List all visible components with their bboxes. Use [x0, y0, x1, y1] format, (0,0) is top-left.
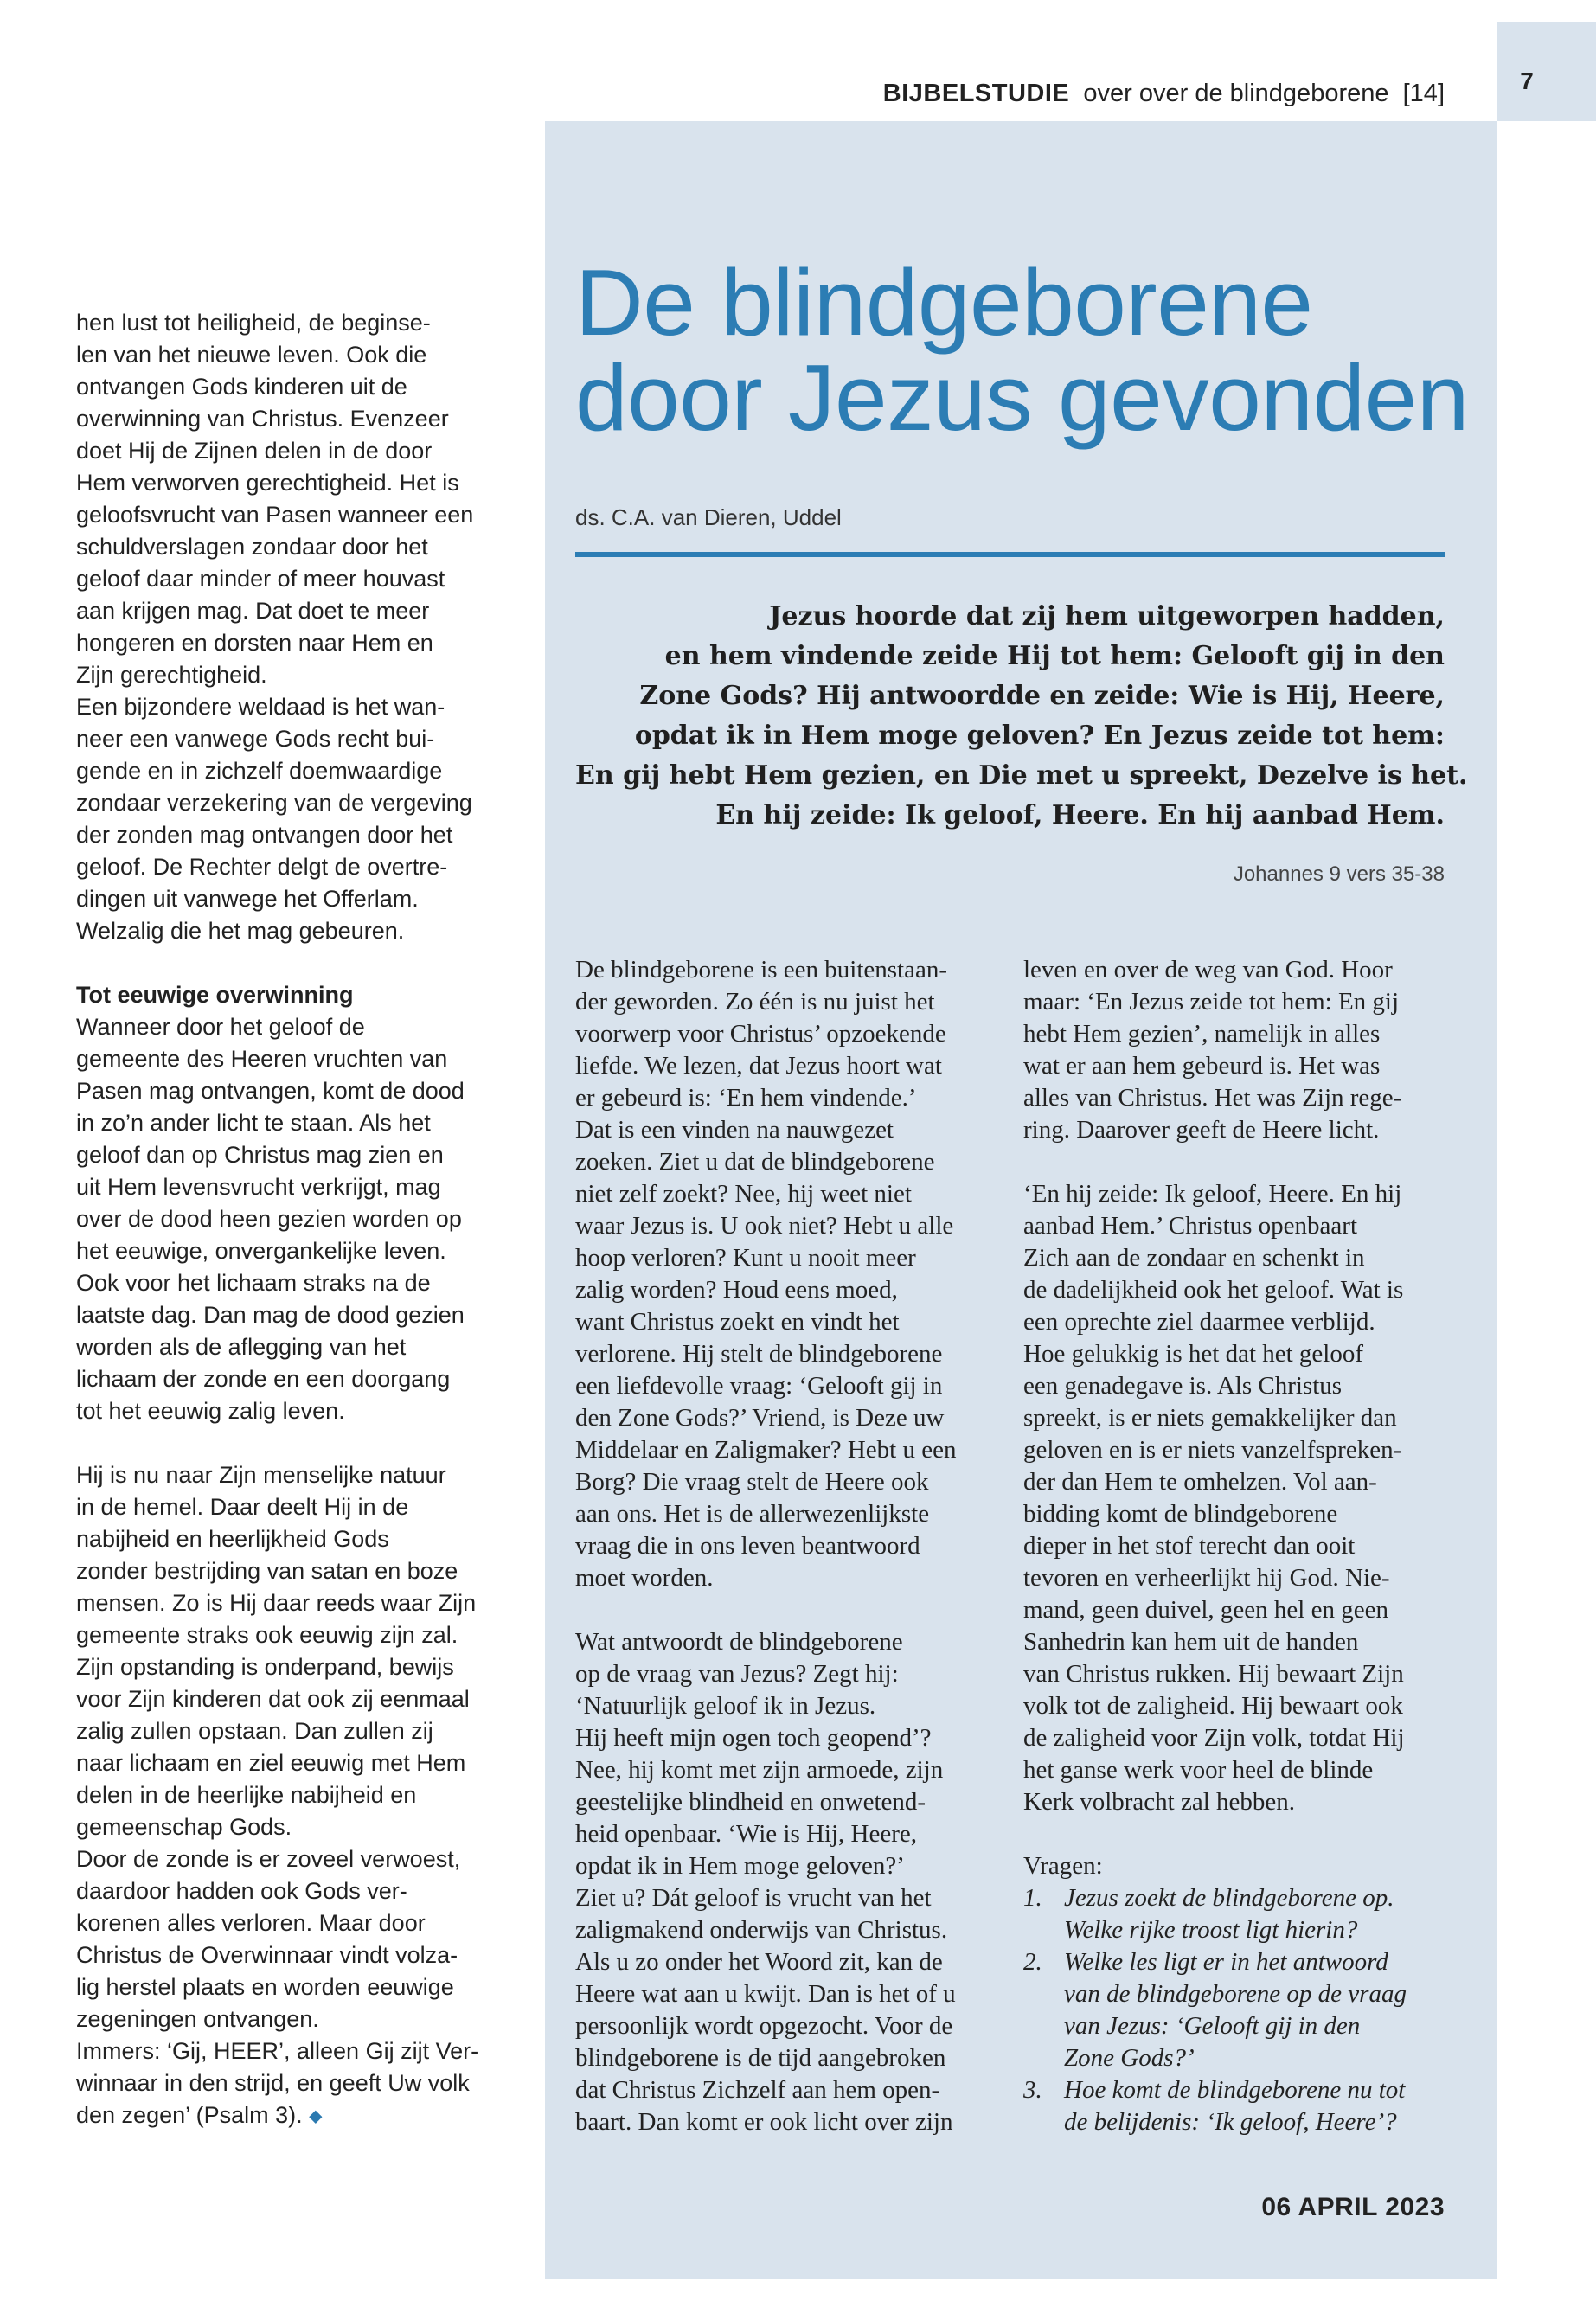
- text-line: zondaar verzekering van de vergeving: [76, 790, 472, 816]
- text-line: gemeenschap Gods.: [76, 1814, 292, 1840]
- text-line: worden als de aflegging van het: [76, 1334, 407, 1360]
- running-header: [883, 76, 1445, 111]
- text-line: nabijheid en heerlijkheid Gods: [76, 1526, 389, 1552]
- text-line: Een bijzondere weldaad is het wan-: [76, 694, 445, 720]
- text-line: Door de zonde is er zoveel verwoest,: [76, 1846, 461, 1872]
- text-line: aanbad Hem.’ Christus openbaart: [1023, 1212, 1358, 1240]
- header-topic: over over de blindgeborene: [1083, 80, 1389, 107]
- question-number: 3.: [1023, 2076, 1042, 2104]
- text-line: in de hemel. Daar deelt Hij in de: [76, 1494, 409, 1520]
- text-line: neer een vanwege Gods recht bui-: [76, 726, 435, 752]
- right-paragraph-2: [1023, 1178, 1443, 1818]
- quote-line: En gij hebt Hem gezien, en Die met u spreekt, Dezelve is het.: [575, 760, 1468, 791]
- quote-line: Jezus hoorde dat zij hem uitgeworpen hadden,: [769, 601, 1445, 631]
- question-text: Welke les ligt er in het antwoord: [1064, 1948, 1388, 1976]
- text-line: geloof dan op Christus mag zien en: [76, 1142, 444, 1168]
- question-line: [1023, 1978, 1443, 2010]
- text-line: dieper in het stof terecht dan ooit: [1023, 1532, 1356, 1560]
- text-line: liefde. We lezen, dat Jezus hoort wat: [575, 1052, 942, 1080]
- title-divider: [575, 552, 1445, 557]
- author-byline: ds. C.A. van Dieren, Uddel: [575, 504, 842, 530]
- text-line: Als u zo onder het Woord zit, kan de: [575, 1948, 943, 1976]
- text-line: mand, geen duivel, geen hel en geen: [1023, 1596, 1388, 1624]
- question-text: Zone Gods?’: [1064, 2044, 1195, 2072]
- question-line: [1023, 1914, 1443, 1946]
- text-line: zalig worden? Houd eens moed,: [575, 1276, 898, 1304]
- text-line: der geworden. Zo één is nu juist het: [575, 988, 935, 1016]
- quote-line: en hem vindende zeide Hij tot hem: Gelooft gij in den: [664, 641, 1445, 671]
- question-text: Hoe komt de blindgeborene nu tot: [1064, 2076, 1406, 2104]
- page-number: 7: [1520, 67, 1534, 94]
- text-line: baart. Dan komt er ook licht over zijn: [575, 2108, 953, 2136]
- text-line: Hem verworven gerechtigheid. Het is: [76, 470, 459, 496]
- middle-paragraph-2: [575, 1626, 995, 2138]
- text-line: opdat ik in Hem moge geloven?’: [575, 1852, 905, 1880]
- text-line: wat er aan hem gebeurd is. Het was: [1023, 1052, 1381, 1080]
- text-line: hen lust tot heiligheid, de beginse-: [76, 310, 431, 336]
- text-line: der zonden mag ontvangen door het: [76, 822, 453, 848]
- question-text: de belijdenis: ‘Ik geloof, Heere’?: [1064, 2108, 1397, 2136]
- question-line: [1023, 2106, 1443, 2138]
- text-line: geloof daar minder of meer houvast: [76, 566, 445, 592]
- text-line: mensen. Zo is Hij daar reeds waar Zijn: [76, 1590, 477, 1616]
- text-line: op de vraag van Jezus? Zegt hij:: [575, 1660, 899, 1688]
- text-line: de zaligheid voor Zijn volk, totdat Hij: [1023, 1724, 1405, 1752]
- text-line: ontvangen Gods kinderen uit de: [76, 374, 407, 400]
- text-line: dat Christus Zichzelf aan hem open-: [575, 2076, 940, 2104]
- closing-text: den zegen’ (Psalm 3).: [76, 2102, 303, 2128]
- text-line: tevoren en verheerlijkt hij God. Nie-: [1023, 1564, 1390, 1592]
- text-line: Pasen mag ontvangen, komt de dood: [76, 1078, 465, 1104]
- text-line: een liefdevolle vraag: ‘Gelooft gij in: [575, 1372, 943, 1400]
- text-line: alles van Christus. Het was Zijn rege-: [1023, 1084, 1402, 1112]
- question-line: [1023, 1946, 1443, 1978]
- text-line: Borg? Die vraag stelt de Heere ook: [575, 1468, 929, 1496]
- text-line: geloofsvrucht van Pasen wanneer een: [76, 502, 474, 528]
- text-line: korenen alles verloren. Maar door: [76, 1910, 426, 1936]
- text-line: Kerk volbracht zal hebben.: [1023, 1788, 1296, 1816]
- text-line: schuldverslagen zondaar door het: [76, 534, 428, 560]
- text-line: aan ons. Het is de allerwezenlijkste: [575, 1500, 930, 1528]
- header-section: BIJBELSTUDIE: [882, 80, 1070, 107]
- text-line: vraag die in ons leven beantwoord: [575, 1532, 920, 1560]
- text-line: dingen uit vanwege het Offerlam.: [76, 886, 419, 912]
- text-line: delen in de heerlijke nabijheid en: [76, 1782, 417, 1808]
- text-line: gemeente des Heeren vruchten van: [76, 1046, 448, 1072]
- text-line: Hij heeft mijn ogen toch geopend’?: [575, 1724, 932, 1752]
- title-line-1: De blindgeborene: [575, 250, 1313, 356]
- quote-line: opdat ik in Hem moge geloven? En Jezus zeide tot hem:: [634, 721, 1445, 751]
- middle-paragraph-1: [575, 954, 995, 1594]
- text-line: der dan Hem te omhelzen. Vol aan-: [1023, 1468, 1377, 1496]
- text-line: over de dood heen gezien worden op: [76, 1206, 462, 1232]
- text-line: gemeente straks ook eeuwig zijn zal.: [76, 1622, 458, 1648]
- text-line: aan krijgen mag. Dat doet te meer: [76, 598, 430, 624]
- text-line: spreekt, is er niets gemakkelijker dan: [1023, 1404, 1397, 1432]
- text-line: Dat is een vinden na nauwgezet: [575, 1116, 894, 1144]
- text-line: bidding komt de blindgeborene: [1023, 1500, 1338, 1528]
- text-line: Middelaar en Zaligmaker? Hebt u een: [575, 1436, 957, 1464]
- text-line: want Christus zoekt en vindt het: [575, 1308, 900, 1336]
- text-line: moet worden.: [575, 1564, 714, 1592]
- text-line: hongeren en dorsten naar Hem en: [76, 630, 433, 656]
- text-line: Ook voor het lichaam straks na de: [76, 1270, 431, 1296]
- questions-list: [1023, 1882, 1443, 2138]
- question-line: [1023, 2042, 1443, 2074]
- text-line: Zijn gerechtigheid.: [76, 662, 267, 688]
- text-line: ‘Natuurlijk geloof ik in Jezus.: [575, 1692, 876, 1720]
- text-line: Welzalig die het mag gebeuren.: [76, 918, 405, 944]
- text-line: Wat antwoordt de blindgeborene: [575, 1628, 903, 1656]
- scripture-quote: [575, 597, 1468, 836]
- header-issue: [14]: [1402, 80, 1445, 107]
- text-line: verlorene. Hij stelt de blindgeborene: [575, 1340, 943, 1368]
- text-line: Zijn opstanding is onderpand, bewijs: [76, 1654, 454, 1680]
- left-column: [76, 307, 517, 2132]
- text-line: Hij is nu naar Zijn menselijke natuur: [76, 1462, 446, 1488]
- text-line: ‘En hij zeide: Ik geloof, Heere. En hij: [1023, 1180, 1402, 1208]
- issue-date: 06 APRIL 2023: [1261, 2193, 1445, 2221]
- right-paragraph-1: [1023, 954, 1443, 1146]
- question-line: [1023, 2074, 1443, 2106]
- text-line: winnaar in den strijd, en geeft Uw volk: [76, 2070, 470, 2096]
- text-line: Sanhedrin kan hem uit de handen: [1023, 1628, 1359, 1656]
- text-line: naar lichaam en ziel eeuwig met Hem: [76, 1750, 466, 1776]
- text-line: zaligmakend onderwijs van Christus.: [575, 1916, 948, 1944]
- text-line: Hoe gelukkig is het dat het geloof: [1023, 1340, 1364, 1368]
- text-line: het ganse werk voor heel de blinde: [1023, 1756, 1374, 1784]
- text-line: Wanneer door het geloof de: [76, 1014, 365, 1040]
- text-line: hoop verloren? Kunt u nooit meer: [575, 1244, 916, 1272]
- end-mark-icon: ◆: [309, 2106, 323, 2126]
- quote-line: Zone Gods? Hij antwoordde en zeide: Wie is Hij, Heere,: [639, 681, 1445, 711]
- text-line: Immers: ‘Gij, HEER’, alleen Gij zijt Ver-: [76, 2038, 479, 2064]
- text-line: Zich aan de zondaar en schenkt in: [1023, 1244, 1365, 1272]
- left-paragraph-2: [76, 1011, 517, 1427]
- right-column: [1023, 954, 1443, 2138]
- text-line: van Christus rukken. Hij bewaart Zijn: [1023, 1660, 1404, 1688]
- text-line: doet Hij de Zijnen delen in de door: [76, 438, 433, 464]
- text-line: zoeken. Ziet u dat de blindgeborene: [575, 1148, 935, 1176]
- text-line: tot het eeuwig zalig leven.: [76, 1398, 345, 1424]
- text-line: een genadegave is. Als Christus: [1023, 1372, 1343, 1400]
- text-line: het eeuwige, onvergankelijke leven.: [76, 1238, 446, 1264]
- question-line: [1023, 1882, 1443, 1914]
- text-line: Heere wat aan u kwijt. Dan is het of u: [575, 1980, 956, 2008]
- text-line: zalig zullen opstaan. Dan zullen zij: [76, 1718, 433, 1744]
- text-line: Christus de Overwinnaar vindt volza-: [76, 1942, 458, 1968]
- text-line: lichaam der zonde en een doorgang: [76, 1366, 451, 1392]
- text-line: overwinning van Christus. Evenzeer: [76, 406, 449, 432]
- text-line: gende en in zichzelf doemwaardige: [76, 758, 443, 784]
- text-line: leven en over de weg van God. Hoor: [1023, 956, 1393, 984]
- text-line: De blindgeborene is een buitenstaan-: [575, 956, 948, 984]
- text-line: voor Zijn kinderen dat ook zij eenmaal: [76, 1686, 470, 1712]
- text-line: voorwerp voor Christus’ opzoekende: [575, 1020, 946, 1048]
- text-line: zegeningen ontvangen.: [76, 2006, 319, 2032]
- text-line: een oprechte ziel daarmee verblijd.: [1023, 1308, 1375, 1336]
- text-line: laatste dag. Dan mag de dood gezien: [76, 1302, 465, 1328]
- questions-label: Vragen:: [1023, 1852, 1103, 1880]
- text-line: Nee, hij komt met zijn armoede, zijn: [575, 1756, 944, 1784]
- quote-reference: Johannes 9 vers 35-38: [1233, 862, 1445, 886]
- text-line: in zo’n ander licht te staan. Als het: [76, 1110, 431, 1136]
- question-number: 1.: [1023, 1884, 1042, 1912]
- text-line: lig herstel plaats en worden eeuwige: [76, 1974, 454, 2000]
- question-text: Welke rijke troost ligt hierin?: [1064, 1916, 1358, 1944]
- text-line: de dadelijkheid ook het geloof. Wat is: [1023, 1276, 1404, 1304]
- question-text: Jezus zoekt de blindgeborene op.: [1064, 1884, 1394, 1912]
- question-text: van de blindgeborene op de vraag: [1064, 1980, 1407, 2008]
- text-line: den Zone Gods?’ Vriend, is Deze uw: [575, 1404, 945, 1432]
- text-line: ring. Daarover geeft de Heere licht.: [1023, 1116, 1380, 1144]
- text-line: waar Jezus is. U ook niet? Hebt u alle: [575, 1212, 954, 1240]
- text-line: persoonlijk wordt opgezocht. Voor de: [575, 2012, 953, 2040]
- question-number: 2.: [1023, 1948, 1042, 1976]
- text-line: len van het nieuwe leven. Ook die: [76, 342, 427, 368]
- subheading: Tot eeuwige overwinning: [76, 982, 354, 1008]
- left-paragraph-1: [76, 307, 517, 947]
- text-line: geloof. De Rechter delgt de overtre-: [76, 854, 448, 880]
- text-line: Ziet u? Dát geloof is vrucht van het: [575, 1884, 932, 1912]
- text-line: maar: ‘En Jezus zeide tot hem: En gij: [1023, 988, 1400, 1016]
- text-line: daardoor hadden ook Gods ver-: [76, 1878, 407, 1904]
- left-paragraph-3: [76, 1459, 517, 2099]
- question-line: [1023, 2010, 1443, 2042]
- quote-line: En hij zeide: Ik geloof, Heere. En hij aanbad Hem.: [715, 800, 1445, 830]
- text-line: zonder bestrijding van satan en boze: [76, 1558, 458, 1584]
- text-line: geestelijke blindheid en onwetend-: [575, 1788, 926, 1816]
- text-line: hebt Hem gezien’, namelijk in alles: [1023, 1020, 1381, 1048]
- text-line: volk tot de zaligheid. Hij bewaart ook: [1023, 1692, 1403, 1720]
- title-line-2: door Jezus gevonden: [575, 345, 1469, 451]
- article-title: [575, 250, 1475, 451]
- text-line: niet zelf zoekt? Nee, hij weet niet: [575, 1180, 912, 1208]
- text-line: blindgeborene is de tijd aangebroken: [575, 2044, 946, 2072]
- text-line: heid openbaar. ‘Wie is Hij, Heere,: [575, 1820, 918, 1848]
- left-last-line: [76, 2099, 517, 2132]
- question-text: van Jezus: ‘Gelooft gij in den: [1064, 2012, 1361, 2040]
- text-line: uit Hem levensvrucht verkrijgt, mag: [76, 1174, 441, 1200]
- text-line: geloven en is er niets vanzelfspreken-: [1023, 1436, 1402, 1464]
- middle-column: [575, 954, 995, 2138]
- text-line: er gebeurd is: ‘En hem vindende.’: [575, 1084, 917, 1112]
